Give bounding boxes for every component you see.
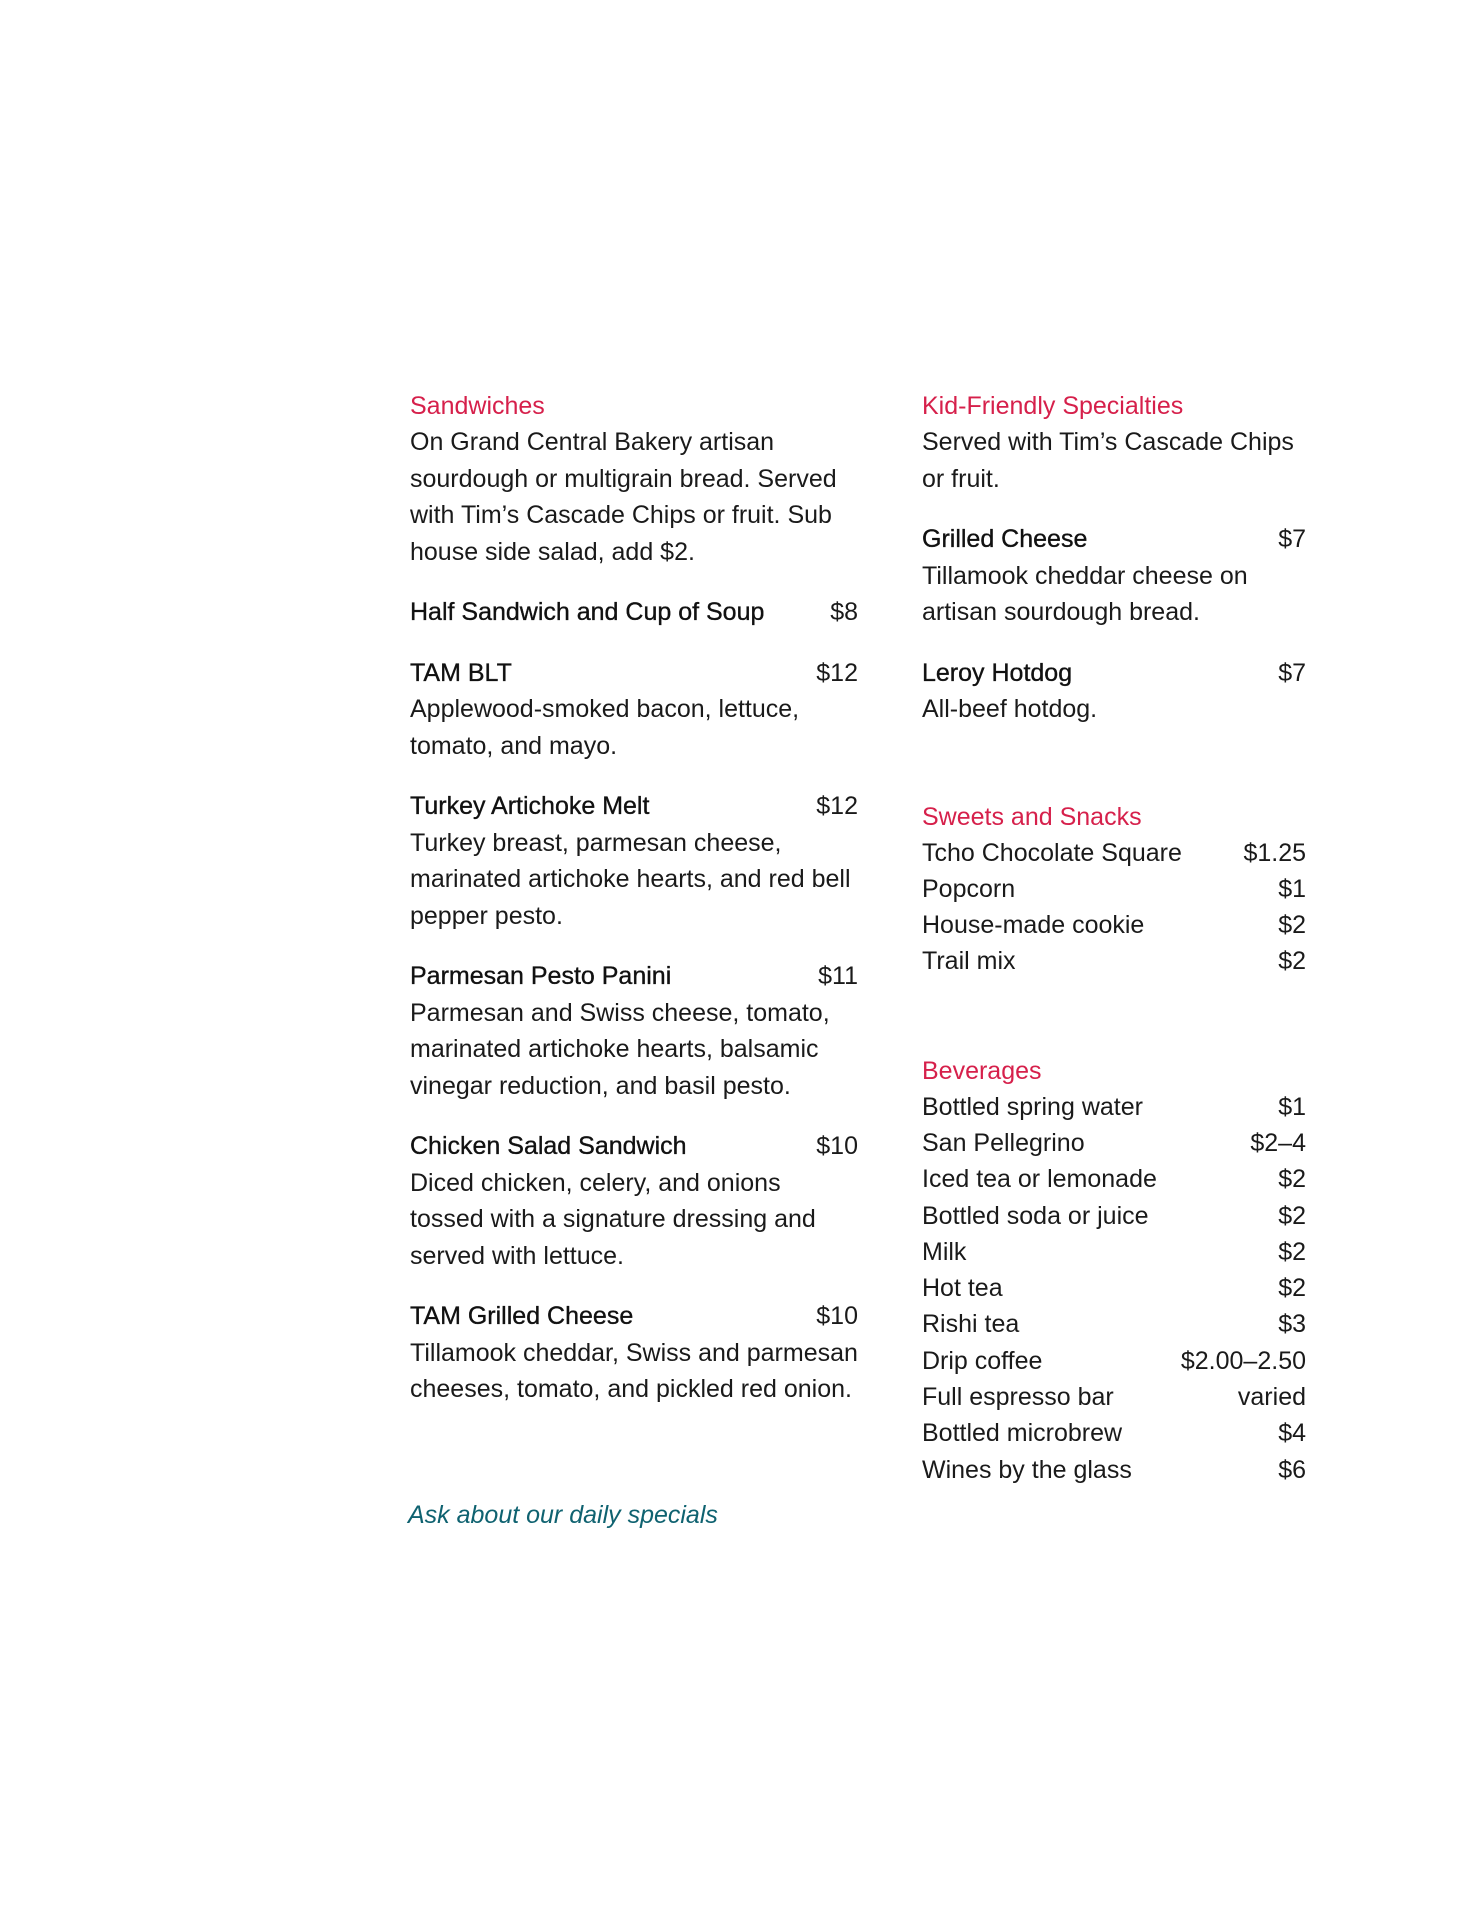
sweets-title: Sweets and Snacks — [922, 802, 1142, 831]
right-column — [922, 388, 1306, 1488]
item-name: Chicken Salad Sandwich — [410, 1132, 687, 1160]
item-name: TAM BLT — [410, 658, 512, 687]
item-name: Hot tea — [922, 1274, 1003, 1303]
menu-item — [410, 655, 858, 765]
list-item — [922, 1379, 1306, 1415]
item-name: Turkey Artichoke Melt — [410, 792, 650, 820]
list-item — [922, 835, 1306, 871]
item-name: Bottled spring water — [922, 1092, 1143, 1121]
item-name: Bottled microbrew — [922, 1419, 1123, 1448]
menu-item — [410, 594, 858, 631]
item-description: Turkey breast, parmesan cheese, marinated artichoke hearts, and red bell pepper pesto. — [410, 828, 851, 930]
item-description: Diced chicken, celery, and onions tossed with a signature dressing and served with lettuce. — [410, 1168, 816, 1270]
item-price: $11 — [818, 962, 858, 990]
item-name: Trail mix — [922, 947, 1016, 976]
item-price: $12 — [816, 792, 858, 820]
list-item — [922, 1452, 1306, 1488]
list-item — [922, 1270, 1306, 1306]
menu-item — [410, 1298, 858, 1408]
item-name: Drip coffee — [922, 1346, 1043, 1375]
item-price: $1 — [1278, 1092, 1306, 1121]
list-item — [922, 907, 1306, 943]
menu-item — [410, 958, 858, 1104]
item-price: $10 — [816, 1132, 858, 1160]
item-description: Tillamook cheddar, Swiss and parmesan cheeses, tomato, and pickled red onion. — [410, 1338, 858, 1403]
menu-item — [922, 655, 1306, 728]
list-item — [922, 871, 1306, 907]
menu-item — [410, 788, 858, 934]
item-name: Tcho Chocolate Square — [922, 838, 1182, 867]
item-name: House-made cookie — [922, 911, 1145, 940]
item-name: Popcorn — [922, 874, 1016, 903]
item-name: Wines by the glass — [922, 1455, 1132, 1484]
menu-item — [410, 1128, 858, 1274]
item-name: Leroy Hotdog — [922, 658, 1073, 687]
item-name: Parmesan Pesto Panini — [410, 962, 672, 990]
item-description: All-beef hotdog. — [922, 695, 1098, 723]
list-item — [922, 1089, 1306, 1125]
item-price: $2 — [1278, 911, 1306, 940]
sandwiches-column — [410, 388, 858, 1432]
list-item — [922, 943, 1306, 979]
kids-description: Served with Tim’s Cascade Chips or fruit. — [922, 428, 1294, 493]
list-item — [922, 1415, 1306, 1451]
item-name: Bottled soda or juice — [922, 1201, 1149, 1230]
beverages-title: Beverages — [922, 1056, 1042, 1085]
item-name: San Pellegrino — [922, 1128, 1085, 1157]
item-name: TAM Grilled Cheese — [410, 1302, 634, 1330]
item-price: $10 — [816, 1302, 858, 1330]
item-name: Half Sandwich and Cup of Soup — [410, 598, 765, 626]
sweets-section — [922, 799, 1306, 980]
list-item — [922, 1198, 1306, 1234]
item-price: $2 — [1278, 1237, 1306, 1266]
list-item — [922, 1306, 1306, 1342]
item-price: $3 — [1278, 1310, 1306, 1339]
kids-title: Kid-Friendly Specialties — [922, 392, 1184, 420]
item-name: Rishi tea — [922, 1310, 1020, 1339]
item-price: $12 — [816, 658, 858, 687]
item-description: Tillamook cheddar cheese on artisan sourdough bread. — [922, 561, 1248, 626]
sandwiches-title: Sandwiches — [410, 392, 545, 420]
item-price: $4 — [1278, 1419, 1306, 1448]
item-price: $2 — [1278, 947, 1306, 976]
item-name: Full espresso bar — [922, 1383, 1114, 1412]
item-price: $2 — [1278, 1201, 1306, 1230]
list-item — [922, 1343, 1306, 1379]
item-price: $7 — [1278, 658, 1306, 687]
item-name: Milk — [922, 1237, 967, 1266]
list-item — [922, 1234, 1306, 1270]
item-name: Iced tea or lemonade — [922, 1165, 1157, 1194]
daily-specials-note: Ask about our daily specials — [408, 1501, 718, 1529]
item-price: $2 — [1278, 1165, 1306, 1194]
item-description: Applewood-smoked bacon, lettuce, tomato, and mayo. — [410, 695, 800, 760]
item-price: varied — [1237, 1383, 1306, 1412]
menu-item — [922, 521, 1306, 631]
item-price: $2 — [1278, 1274, 1306, 1303]
item-price: $1 — [1278, 874, 1306, 903]
item-price: $2–4 — [1250, 1128, 1306, 1157]
item-price: $2.00–2.50 — [1180, 1346, 1306, 1375]
sandwiches-description: On Grand Central Bakery artisan sourdough or multigrain bread. Served with Tim’s Cascade Chips or fruit. Sub house side salad, add $2. — [410, 428, 837, 566]
item-price: $7 — [1278, 525, 1306, 553]
beverages-section — [922, 1053, 1306, 1488]
list-item — [922, 1161, 1306, 1197]
item-price: $1.25 — [1243, 838, 1306, 867]
list-item — [922, 1125, 1306, 1161]
item-description: Parmesan and Swiss cheese, tomato, marinated artichoke hearts, balsamic vinegar reduction, and basil pesto. — [410, 998, 830, 1100]
item-price: $8 — [830, 598, 858, 626]
item-price: $6 — [1278, 1455, 1306, 1484]
item-name: Grilled Cheese — [922, 525, 1088, 553]
